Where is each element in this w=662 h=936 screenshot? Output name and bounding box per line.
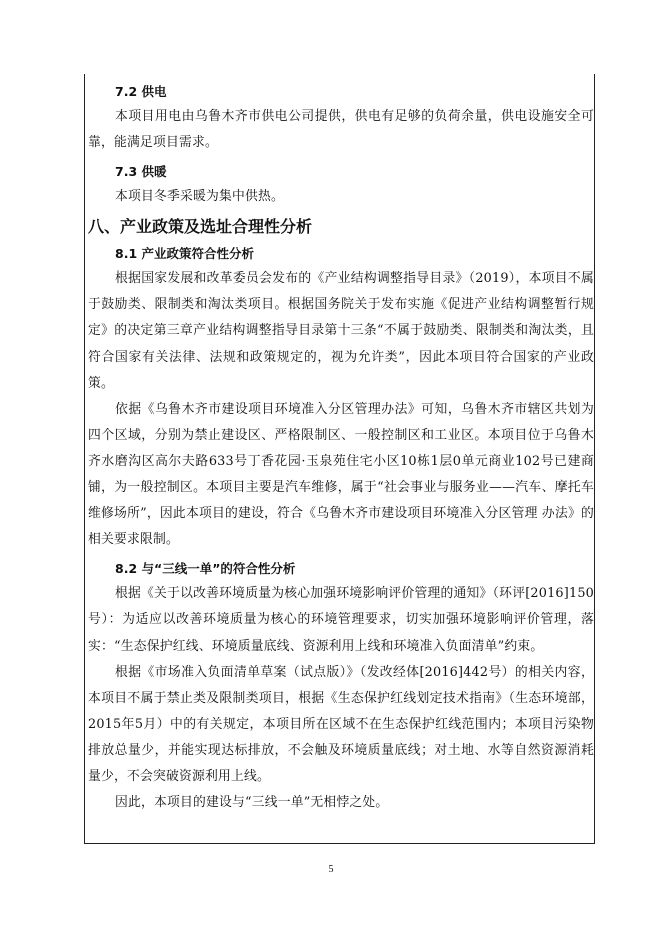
section-8-2-paragraph-3: 因此，本项目的建设与“三线一单”无相悖之处。 xyxy=(115,795,389,811)
section-8-2-paragraph-1: 根据《关于以改善环境质量为核心加强环境影响评价管理的通知》（环评[2016]150号）：为适应以改善环境质量为核心的环境管理要求，切实加强环境影响评价管理，落实：“生态保护红线、环境质量底线、资源利用上线和环境准入负面清单”约束。 xyxy=(88,586,594,654)
section-7-3-heading: 7.3 供暖 xyxy=(115,164,167,180)
document-body xyxy=(88,80,594,816)
section-8-1-paragraph-2: 依据《乌鲁木齐市建设项目环境准入分区管理办法》可知，乌鲁木齐市辖区共划为四个区域，分别为禁止建设区、严格限制区、一般控制区和工业区。本项目位于乌鲁木齐水磨沟区高尔夫路633号丁香花园·玉泉苑住宅小区10栋1层0单元商业102号已建商铺，为一般控制区。本项目主要是汽车维修，属于“社会事业与服务业——汽车、摩托车维修场所”，因此本项目的建设，符合《乌鲁木齐市建设项目环境准入分区管理 办法》的相关要求限制。 xyxy=(88,401,594,548)
section-7-2-heading: 7.2 供电 xyxy=(115,84,167,99)
section-7-3-paragraph: 本项目冬季采暖为集中供热。 xyxy=(115,189,284,205)
page-number: 5 xyxy=(328,864,334,875)
section-8-1-paragraph-1: 根据国家发展和改革委员会发布的《产业结构调整指导目录》（2019），本项目不属于鼓励类、限制类和淘汰类项目。根据国务院关于发布实施《促进产业结构调整暂行规定》的决定第三章产业结构调整指导目录第十三条“不属于鼓励类、限制类和淘汰类，且符合国家有关法律、法规和政策规定的，视为允许类”，因此本项目符合国家的产业政策。 xyxy=(88,271,594,391)
section-8-heading: 八、产业政策及选址合理性分析 xyxy=(88,217,313,237)
section-8-1-heading: 8.1 产业政策符合性分析 xyxy=(115,246,254,262)
section-8-2-paragraph-2: 根据《市场准入负面清单草案（试点版）》（发改经体[2016]442号）的相关内容，本项目不属于禁止类及限制类项目，根据《生态保护红线划定技术指南》（生态环境部，2015年5月）中的有关规定，本项目所在区域不在生态保护红线范围内；本项目污染物排放总量少，并能实现达标排放，不会触及环境质量底线；对土地、水等自然资源消耗量少，不会突破资源利用上线。 xyxy=(88,664,594,784)
section-8-2-heading: 8.2 与“三线一单”的符合性分析 xyxy=(115,561,296,577)
section-7-2-paragraph: 本项目用电由乌鲁木齐市供电公司提供，供电有足够的负荷余量，供电设施安全可靠，能满足项目需求。 xyxy=(88,109,594,151)
